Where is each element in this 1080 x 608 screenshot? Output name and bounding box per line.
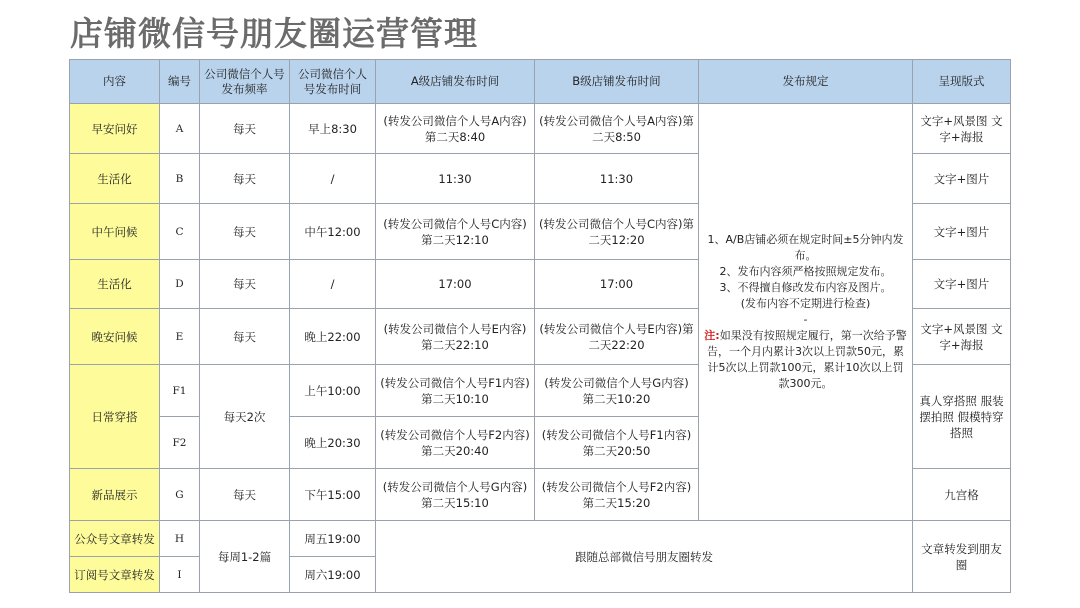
cell-time: 中午12:00 xyxy=(290,204,376,260)
cell-format: 文章转发到朋友圈 xyxy=(913,521,1011,593)
cell-a-time: (转发公司微信个人号E内容)第二天22:10 xyxy=(376,309,535,365)
cell-format: 文字+图片 xyxy=(913,154,1011,204)
cell-content: 订阅号文章转发 xyxy=(70,557,160,593)
cell-code: G xyxy=(160,469,200,521)
schedule-table xyxy=(69,59,1011,593)
cell-time: 晚上22:00 xyxy=(290,309,376,365)
rules-cell xyxy=(699,104,913,521)
cell-frequency: 每天 xyxy=(200,309,290,365)
header-rules: 发布规定 xyxy=(699,60,913,104)
cell-b-time: (转发公司微信个人号G内容) 第二天10:20 xyxy=(535,365,699,417)
cell-a-time: (转发公司微信个人号G内容) 第二天15:10 xyxy=(376,469,535,521)
header-time: 公司微信个人号发布时间 xyxy=(290,60,376,104)
header-code: 编号 xyxy=(160,60,200,104)
cell-b-time: (转发公司微信个人号E内容)第二天22:20 xyxy=(535,309,699,365)
cell-content: 新品展示 xyxy=(70,469,160,521)
note-label: 注: xyxy=(704,329,720,342)
cell-code: F2 xyxy=(160,417,200,469)
cell-code: D xyxy=(160,260,200,309)
cell-time: / xyxy=(290,260,376,309)
cell-b-time: (转发公司微信个人号A内容)第二天8:50 xyxy=(535,104,699,154)
note-text: 如果没有按照规定履行，第一次给予警告，一个月内累计3次以上罚款50元，累计5次以上罚款100元，累计10次以上罚款300元。 xyxy=(707,329,907,390)
cell-time: 下午15:00 xyxy=(290,469,376,521)
rule-line-1: 1、A/B店铺必须在规定时间±5分钟内发布。 xyxy=(707,233,904,262)
cell-code: A xyxy=(160,104,200,154)
cell-content: 公众号文章转发 xyxy=(70,521,160,557)
cell-b-time: (转发公司微信个人号F2内容) 第二天15:20 xyxy=(535,469,699,521)
rule-dash: - xyxy=(803,313,808,326)
cell-frequency: 每周1-2篇 xyxy=(200,521,290,593)
table-row xyxy=(70,521,1011,557)
cell-content: 晚安问候 xyxy=(70,309,160,365)
cell-format: 文字+图片 xyxy=(913,260,1011,309)
cell-b-time: (转发公司微信个人号F1内容) 第二天20:50 xyxy=(535,417,699,469)
cell-time: 早上8:30 xyxy=(290,104,376,154)
cell-b-time: 17:00 xyxy=(535,260,699,309)
table-row xyxy=(70,104,1011,154)
cell-a-time: (转发公司微信个人号C内容) 第二天12:10 xyxy=(376,204,535,260)
cell-a-time: (转发公司微信个人号F2内容) 第二天20:40 xyxy=(376,417,535,469)
cell-frequency: 每天 xyxy=(200,154,290,204)
cell-code: F1 xyxy=(160,365,200,417)
cell-a-time: 11:30 xyxy=(376,154,535,204)
cell-code: I xyxy=(160,557,200,593)
cell-time: 上午10:00 xyxy=(290,365,376,417)
rule-note xyxy=(703,328,908,392)
header-content: 内容 xyxy=(70,60,160,104)
cell-format: 真人穿搭照 服装摆拍照 假模特穿搭照 xyxy=(913,365,1011,469)
page-title: 店铺微信号朋友圈运营管理 xyxy=(70,14,478,53)
cell-frequency: 每天 xyxy=(200,469,290,521)
cell-time: 周六19:00 xyxy=(290,557,376,593)
cell-code: C xyxy=(160,204,200,260)
cell-code: E xyxy=(160,309,200,365)
cell-format: 九宫格 xyxy=(913,469,1011,521)
rule-line-3: 3、不得擅自修改发布内容及图片。 xyxy=(719,281,892,294)
cell-format: 文字+图片 xyxy=(913,204,1011,260)
cell-a-time: (转发公司微信个人号F1内容) 第二天10:10 xyxy=(376,365,535,417)
rule-line-4: (发布内容不定期进行检查) xyxy=(740,297,871,310)
cell-frequency: 每天 xyxy=(200,104,290,154)
cell-content: 中午问候 xyxy=(70,204,160,260)
cell-code: B xyxy=(160,154,200,204)
cell-content: 早安问好 xyxy=(70,104,160,154)
cell-code: H xyxy=(160,521,200,557)
header-format: 呈现版式 xyxy=(913,60,1011,104)
cell-content: 生活化 xyxy=(70,154,160,204)
cell-content: 日常穿搭 xyxy=(70,365,160,469)
cell-a-time: 17:00 xyxy=(376,260,535,309)
header-frequency: 公司微信个人号发布频率 xyxy=(200,60,290,104)
cell-a-time: (转发公司微信个人号A内容) 第二天8:40 xyxy=(376,104,535,154)
cell-b-time: 11:30 xyxy=(535,154,699,204)
header-row xyxy=(70,60,1011,104)
cell-frequency: 每天 xyxy=(200,260,290,309)
cell-time: / xyxy=(290,154,376,204)
cell-time: 晚上20:30 xyxy=(290,417,376,469)
header-b-time: B级店铺发布时间 xyxy=(535,60,699,104)
cell-format: 文字+风景图 文字+海报 xyxy=(913,104,1011,154)
cell-content: 生活化 xyxy=(70,260,160,309)
cell-shared-forward: 跟随总部微信号朋友圈转发 xyxy=(376,521,913,593)
cell-time: 周五19:00 xyxy=(290,521,376,557)
header-a-time: A级店铺发布时间 xyxy=(376,60,535,104)
cell-b-time: (转发公司微信个人号C内容)第二天12:20 xyxy=(535,204,699,260)
cell-format: 文字+风景图 文字+海报 xyxy=(913,309,1011,365)
cell-frequency: 每天2次 xyxy=(200,365,290,469)
cell-frequency: 每天 xyxy=(200,204,290,260)
rule-line-2: 2、发布内容须严格按照规定发布。 xyxy=(719,265,892,278)
